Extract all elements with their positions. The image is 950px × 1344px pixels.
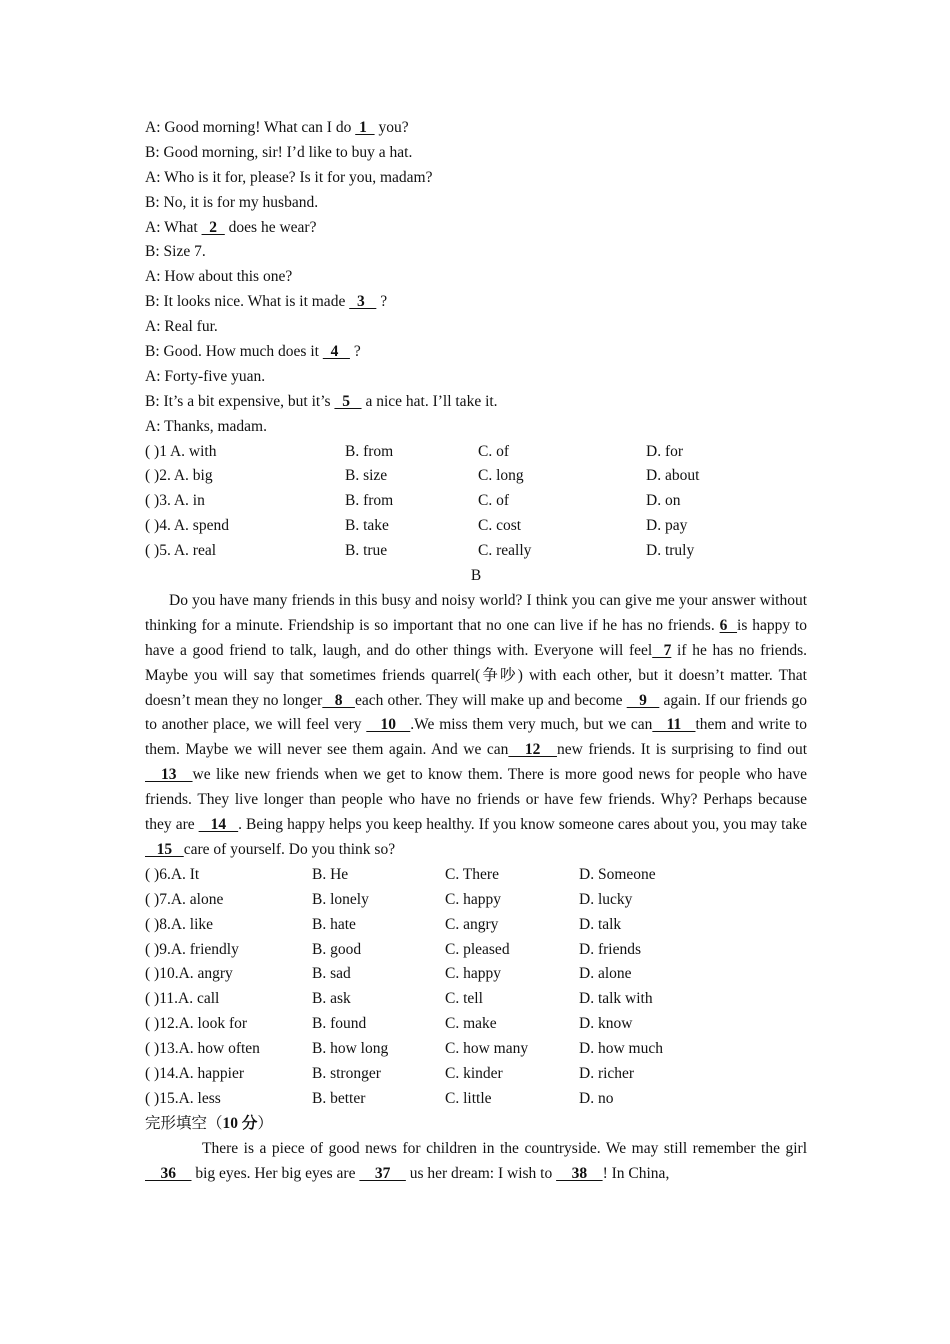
option-c: C. happy [445,890,501,908]
dialogue-text: you? [374,119,409,136]
passage-text: . Being happy helps you keep healthy. If you know someone cares about you, you may take [238,816,807,834]
option-d: D. Someone [579,865,656,883]
option-b: B. how long [312,1040,389,1058]
option-c: C. happy [445,965,501,983]
passage-text: if he has no friends. Maybe you will say that sometimes friends quarrel(争吵) with each other, but it doesn’t matter. That doesn’t mean they no longer [145,641,808,709]
option-c: C. how many [445,1040,529,1058]
passage-text: Do you have many friends in this busy and noisy world? I think you can give me your answer without thinking for a minute. Friendship is so important that no one can live if he has no friends. [145,591,807,634]
option-row [145,962,807,987]
option-b: B. take [345,517,389,535]
answer-blank: 2 [201,218,225,236]
option-c: C. cost [478,517,522,535]
answer-blank: 9 [626,691,660,709]
option-d: D. on [646,492,681,510]
dialogue-line [145,290,807,315]
option-row [145,440,807,465]
question-number-option-a: ( )4. A. spend [145,517,229,535]
option-c: C. pleased [445,940,510,958]
dialogue-line [145,116,807,141]
option-c: C. of [478,492,509,510]
option-d: D. friends [579,940,641,958]
answer-blank: 13 [145,766,193,784]
answer-blank: 15 [145,840,184,858]
cloze-heading [145,1112,807,1137]
question-number-option-a: ( )5. A. real [145,542,217,560]
answer-blank: 36 [145,1164,192,1182]
question-number-option-a: ( )15.A. less [145,1089,221,1107]
option-b: B. He [312,865,349,883]
question-number-option-a: ( )6.A. It [145,865,200,883]
dialogue-text: B: It looks nice. What is it made [145,293,350,311]
option-b: B. stronger [312,1065,381,1083]
dialogue-line [145,415,807,440]
option-row [145,863,807,888]
passage-text: big eyes. Her big eyes are [191,1164,360,1182]
passage-text: each other. They will make up and become [354,691,627,709]
dialogue-text: A: Forty-five yuan. [145,367,266,385]
option-b: B. true [345,542,388,560]
option-d: D. lucky [579,890,633,908]
option-d: D. no [579,1089,614,1107]
dialogue-line [145,365,807,390]
answer-blank: 38 [556,1164,603,1182]
option-row [145,489,807,514]
question-number-option-a: ( )1 A. with [145,442,217,460]
option-d: D. pay [646,517,688,535]
question-number-option-a: ( )2. A. big [145,467,213,485]
option-row [145,1037,807,1062]
question-number-option-a: ( )10.A. angry [145,965,233,983]
dialogue-line [145,315,807,340]
option-b: B. ask [312,990,351,1008]
passage-text: us her dream: I wish to [405,1164,557,1182]
question-number-option-a: ( )7.A. alone [145,890,224,908]
option-b: B. good [312,940,362,958]
dialogue-line [145,216,807,241]
option-c: C. There [445,865,499,883]
option-row [145,514,807,539]
dialogue-text: B: Good. How much does it [145,343,323,361]
question-number-option-a: ( )9.A. friendly [145,940,239,958]
question-number-option-a: ( )14.A. happier [145,1065,244,1083]
answer-blank: 7 [652,641,672,659]
option-c: C. really [478,542,532,560]
dialogue-line [145,390,807,415]
dialogue-line [145,141,807,166]
option-c: C. make [445,1015,497,1033]
option-d: D. truly [646,542,695,560]
option-b: B. found [312,1015,367,1033]
option-c: C. of [478,442,509,460]
option-b: B. from [345,492,394,510]
dialogue-text: ? [349,343,361,361]
dialogue-text: B: Size 7. [145,243,206,261]
option-c: C. long [478,467,524,485]
option-b: B. from [345,442,394,460]
option-d: D. richer [579,1065,635,1083]
passage-text: is happy to have a good friend to talk, laugh, and do other things with. Everyone will feel [145,616,808,659]
passage-text: ! In China, [602,1164,670,1182]
dialogue-text: A: Good morning! What can I do [145,119,356,136]
options-section-a [145,440,807,564]
option-row [145,913,807,938]
option-row [145,938,807,963]
answer-blank: 4 [322,343,350,361]
passage-text: There is a piece of good news for children in the countryside. We may still remember the girl [202,1139,807,1157]
dialogue-text: B: Good morning, sir! I’d like to buy a hat. [145,143,413,161]
dialogue-text: ? [376,293,388,311]
cloze-heading-label: 完形填空（ [145,1114,223,1132]
passage-b [145,589,807,863]
answer-blank: 1 [355,119,375,136]
dialogue-text: A: How about this one? [145,268,293,286]
option-c: C. kinder [445,1065,503,1083]
option-d: D. know [579,1015,633,1033]
dialogue-line [145,166,807,191]
passage-text: them and write to them. Maybe we will never see them again. And we can [145,716,808,759]
dialogue-text: does he wear? [224,218,317,236]
document-page [145,116,807,1187]
answer-blank: 6 [719,616,738,634]
question-number-option-a: ( )3. A. in [145,492,205,510]
answer-blank: 3 [349,293,377,311]
dialogue-text: A: Who is it for, please? Is it for you, madam? [145,168,433,186]
passage-text: again. If our friends go to another place, we will feel very [145,691,808,734]
options-section-b [145,863,807,1112]
dialogue-line [145,340,807,365]
dialogue-section [145,116,807,440]
passage-text: new friends. It is surprising to find out [556,741,807,759]
dialogue-text: A: Thanks, madam. [145,417,267,435]
question-number-option-a: ( )12.A. look for [145,1015,248,1033]
answer-blank: 10 [366,716,411,734]
option-b: B. lonely [312,890,369,908]
answer-blank: 5 [334,392,362,410]
dialogue-text: B: No, it is for my husband. [145,193,319,211]
answer-blank: 12 [508,741,557,759]
option-row [145,539,807,564]
question-number-option-a: ( )13.A. how often [145,1040,260,1058]
answer-blank: 37 [359,1164,406,1182]
option-d: D. how much [579,1040,663,1058]
option-row [145,1012,807,1037]
option-b: B. sad [312,965,351,983]
option-row [145,1062,807,1087]
option-b: B. better [312,1089,366,1107]
passage-c [145,1137,807,1187]
option-d: D. for [646,442,684,460]
option-row [145,1087,807,1112]
cloze-heading-score: 10 分 [222,1114,258,1132]
option-c: C. tell [445,990,483,1008]
option-b: B. hate [312,915,356,933]
option-c: C. little [445,1089,492,1107]
option-c: C. angry [445,915,499,933]
answer-blank: 14 [198,816,239,834]
passage-text: care of yourself. Do you think so? [183,840,396,858]
passage-text: we like new friends when we get to know them. There is more good news for people who have friends. They live longer than people who have no friends or have few friends. Why? Perhaps because they are [145,766,807,834]
question-number-option-a: ( )11.A. call [145,990,220,1008]
cloze-heading-close: ） [257,1114,273,1132]
dialogue-text: A: What [145,218,202,236]
option-d: D. talk [579,915,622,933]
dialogue-line [145,191,807,216]
option-row [145,464,807,489]
dialogue-text: A: Real fur. [145,318,218,336]
section-b-heading: B [470,567,482,585]
question-number-option-a: ( )8.A. like [145,915,214,933]
option-b: B. size [345,467,388,485]
answer-blank: 8 [322,691,355,709]
dialogue-text: a nice hat. I’ll take it. [361,392,498,410]
option-d: D. alone [579,965,632,983]
dialogue-text: B: It’s a bit expensive, but it’s [145,392,335,410]
dialogue-line [145,265,807,290]
answer-blank: 11 [652,716,696,734]
dialogue-line [145,240,807,265]
option-d: D. about [646,467,700,485]
option-row [145,888,807,913]
option-d: D. talk with [579,990,653,1008]
option-row [145,987,807,1012]
passage-text: .We miss them very much, but we can [410,716,653,734]
